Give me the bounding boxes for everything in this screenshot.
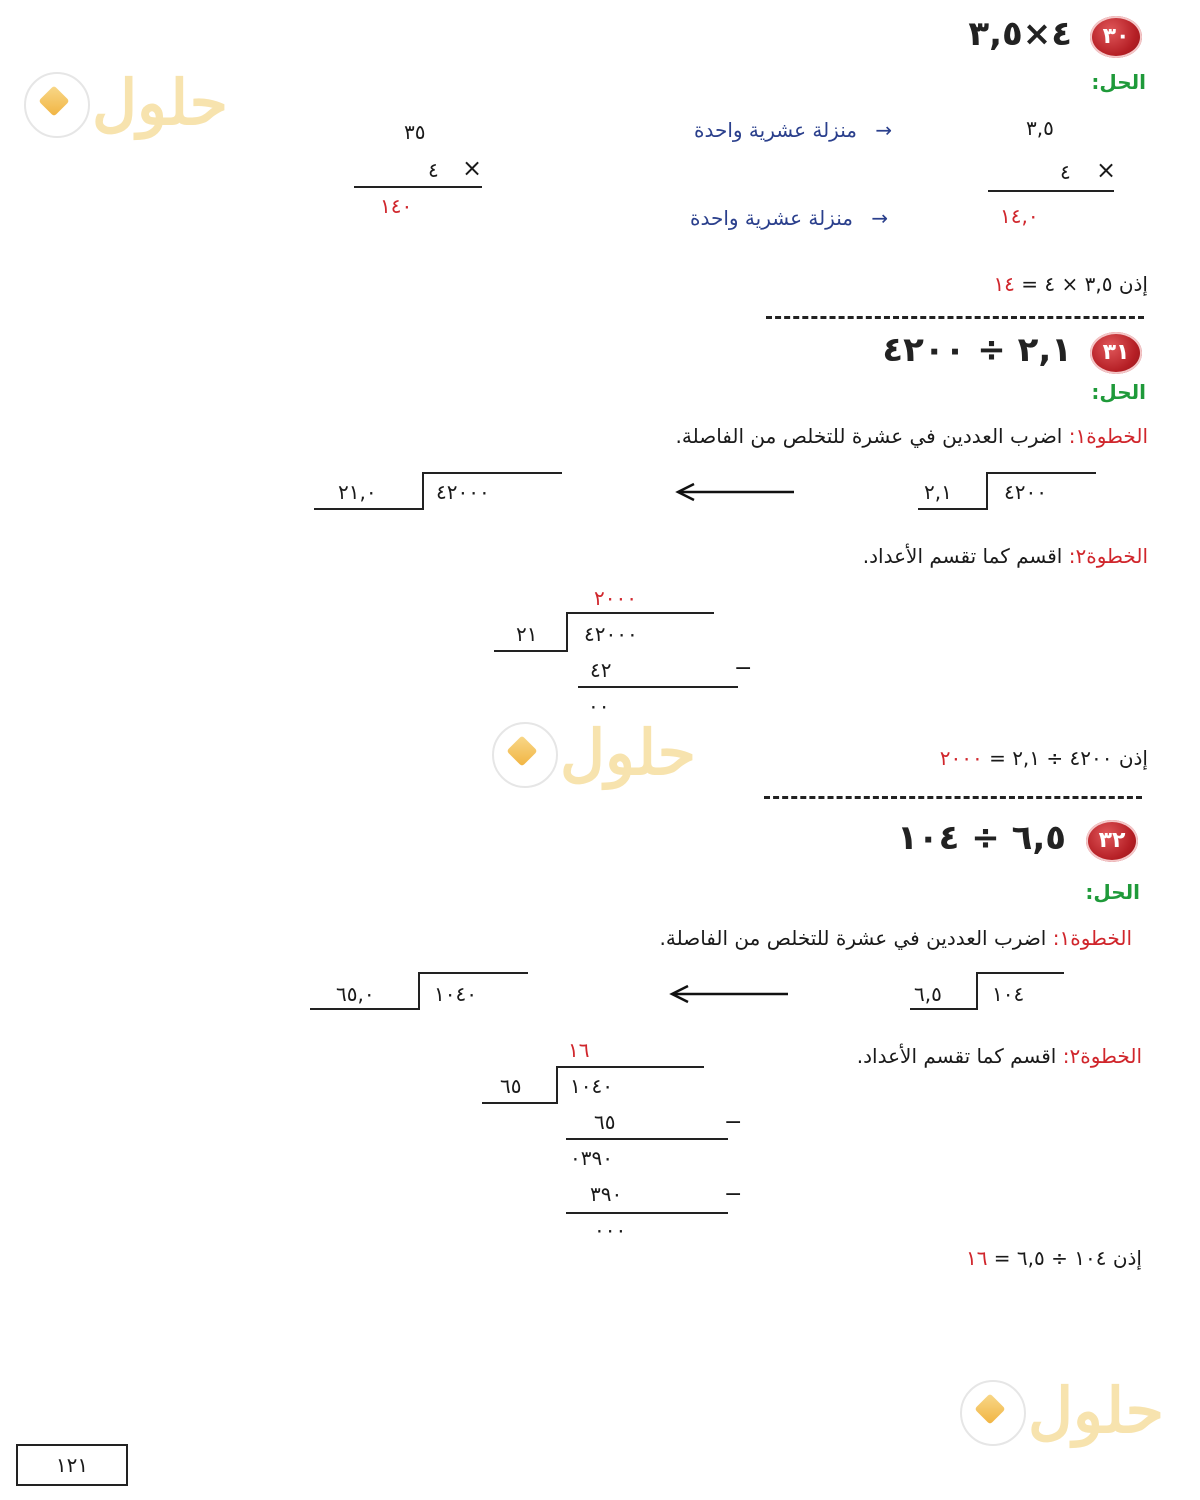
p31-ld-rem1: ٠٠ xyxy=(588,694,610,718)
p32-ld-rem2: ٠٠٠ xyxy=(594,1218,627,1242)
p32-orig-divisor-rule xyxy=(910,1008,978,1010)
p30-note-bottom xyxy=(690,206,888,230)
p31-orig-divisor-rule xyxy=(918,508,988,510)
p31-step2-label: الخطوة٢: xyxy=(1068,544,1148,568)
p31-new-division-top xyxy=(422,472,562,474)
p32-step2-label: الخطوة٢: xyxy=(1062,1044,1142,1068)
problem-31-solution-label: الحل: xyxy=(1091,380,1146,404)
p30-conclusion-answer: ١٤ xyxy=(993,272,1015,296)
p31-conclusion-answer: ٢٠٠٠ xyxy=(939,746,983,770)
problem-30-number-badge: ٣٠ xyxy=(1090,16,1142,58)
p31-step1-label: الخطوة١: xyxy=(1068,424,1148,448)
arrow-icon: → xyxy=(875,118,893,142)
problem-30-expression: ٤×٣,٥ xyxy=(968,14,1072,54)
p32-ld-rem1: ٠٣٩٠ xyxy=(570,1146,613,1170)
p30-whole-multiplier: ٤ xyxy=(428,158,439,182)
p32-conclusion-answer: ١٦ xyxy=(965,1246,988,1270)
long-left-arrow-icon xyxy=(668,984,790,1004)
p32-ld-rule2 xyxy=(566,1212,728,1214)
p30-note-bottom-text: منزلة عشرية واحدة xyxy=(690,206,853,230)
section-divider xyxy=(764,796,1142,799)
p32-quotient: ١٦ xyxy=(568,1038,590,1062)
p30-decimal-multiplier: ٤ xyxy=(1060,160,1071,184)
p30-conclusion xyxy=(993,272,1148,296)
problem-31-expression: ٢,١ ÷ ٤٢٠٠ xyxy=(882,330,1072,370)
p31-ld-sub1: ٤٢ xyxy=(590,658,612,682)
watermark-logo-top xyxy=(24,66,244,142)
p32-conclusion xyxy=(966,1246,1142,1270)
p32-new-division-top xyxy=(418,972,528,974)
p30-whole-result: ١٤٠ xyxy=(380,194,413,218)
p32-orig-dividend: ١٠٤ xyxy=(992,982,1025,1006)
p32-step1 xyxy=(660,926,1132,950)
p31-ld-minus: − xyxy=(734,656,753,681)
watermark-logo-middle xyxy=(492,716,712,792)
p32-step2-text: اقسم كما تقسم الأعداد. xyxy=(856,1044,1057,1068)
p30-decimal-top: ٣,٥ xyxy=(1026,116,1054,140)
p30-decimal-rule xyxy=(988,190,1114,192)
problem-32-number-badge: ٣٢ xyxy=(1086,820,1138,862)
p31-new-division-bracket xyxy=(422,472,424,510)
problem-32-solution-label: الحل: xyxy=(1085,880,1140,904)
p31-quotient: ٢٠٠٠ xyxy=(594,586,637,610)
p31-orig-division-bracket xyxy=(986,472,988,510)
p30-whole-top: ٣٥ xyxy=(404,120,426,144)
problem-31-number-badge: ٣١ xyxy=(1090,332,1142,374)
p31-ld-dividend: ٤٢٠٠٠ xyxy=(584,622,638,646)
p30-note-top-text: منزلة عشرية واحدة xyxy=(694,118,857,142)
p31-new-divisor-rule xyxy=(314,508,424,510)
p31-orig-divisor: ٢,١ xyxy=(924,480,952,504)
p32-ld-divisor: ٦٥ xyxy=(500,1074,522,1098)
p32-orig-divisor: ٦,٥ xyxy=(914,982,942,1006)
p30-whole-rule xyxy=(354,186,482,188)
p30-note-top xyxy=(694,118,892,142)
p31-new-dividend: ٤٢٠٠٠ xyxy=(436,480,490,504)
watermark-logo-bottom xyxy=(960,1374,1180,1450)
p32-ld-top xyxy=(556,1066,704,1068)
p32-step1-text: اضرب العددين في عشرة للتخلص من الفاصلة. xyxy=(659,926,1047,950)
p32-ld-rule1 xyxy=(566,1138,728,1140)
watermark-text: حلول xyxy=(560,716,696,789)
p32-new-divisor-rule xyxy=(310,1008,420,1010)
long-left-arrow-icon xyxy=(674,482,796,502)
p30-conclusion-text: إذن ٣,٥ × ٤ = xyxy=(1021,272,1148,296)
p32-orig-division-bracket xyxy=(976,972,978,1010)
p31-orig-dividend: ٤٢٠٠ xyxy=(1004,480,1047,504)
p31-ld-divisor: ٢١ xyxy=(516,622,538,646)
p32-ld-divisor-rule xyxy=(482,1102,558,1104)
p32-step2 xyxy=(857,1044,1142,1068)
p31-ld-divisor-rule xyxy=(494,650,568,652)
page-number: ١٢١ xyxy=(16,1444,128,1486)
p32-ld-minus1: − xyxy=(724,1110,743,1135)
p32-step1-label: الخطوة١: xyxy=(1052,926,1132,950)
p31-conclusion xyxy=(940,746,1148,770)
watermark-text: حلول xyxy=(1028,1374,1164,1447)
p32-new-division-bracket xyxy=(418,972,420,1010)
p30-decimal-result: ١٤,٠ xyxy=(1000,204,1039,228)
p30-times-sign: × xyxy=(1096,156,1117,184)
p32-ld-minus2: − xyxy=(724,1182,743,1207)
p31-ld-top xyxy=(566,612,714,614)
problem-32-expression: ٦,٥ ÷ ١٠٤ xyxy=(897,818,1066,858)
p32-ld-sub2: ٣٩٠ xyxy=(590,1182,623,1206)
watermark-text: حلول xyxy=(92,66,228,139)
p31-ld-bracket xyxy=(566,612,568,652)
p32-conclusion-text: إذن ١٠٤ ÷ ٦,٥ = xyxy=(993,1246,1142,1270)
p32-ld-sub1: ٦٥ xyxy=(594,1110,616,1134)
p31-ld-rule1 xyxy=(578,686,738,688)
problem-30-solution-label: الحل: xyxy=(1091,70,1146,94)
p31-new-divisor: ٢١,٠ xyxy=(338,480,377,504)
section-divider xyxy=(766,316,1144,319)
p31-step1-text: اضرب العددين في عشرة للتخلص من الفاصلة. xyxy=(675,424,1063,448)
p32-ld-dividend: ١٠٤٠ xyxy=(570,1074,613,1098)
p30-whole-times-sign: × xyxy=(462,154,483,182)
p31-step2-text: اقسم كما تقسم الأعداد. xyxy=(862,544,1063,568)
p31-step2 xyxy=(863,544,1148,568)
p31-step1 xyxy=(676,424,1148,448)
arrow-icon: → xyxy=(871,206,889,230)
p32-new-divisor: ٦٥,٠ xyxy=(336,982,375,1006)
p32-orig-division-top xyxy=(976,972,1064,974)
p31-orig-division-top xyxy=(986,472,1096,474)
p32-ld-bracket xyxy=(556,1066,558,1104)
p32-new-dividend: ١٠٤٠ xyxy=(434,982,477,1006)
p31-conclusion-text: إذن ٤٢٠٠ ÷ ٢,١ = xyxy=(989,746,1148,770)
